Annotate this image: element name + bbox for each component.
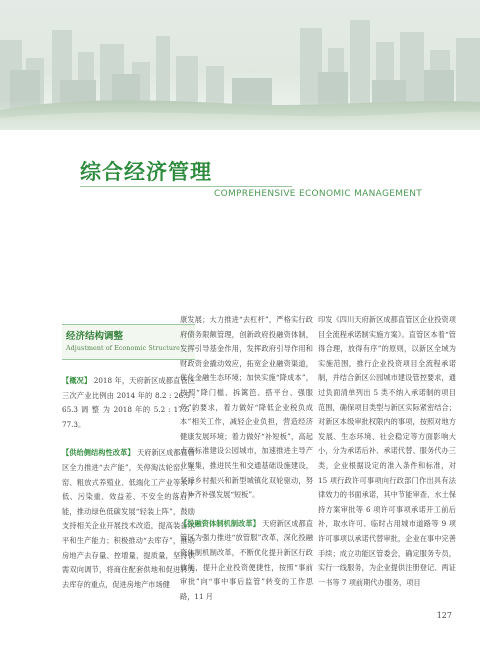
section-title-cn: 经济结构调整: [66, 331, 124, 342]
text-column-1: [62, 324, 195, 592]
page-number: 127: [436, 611, 452, 620]
paragraph-overview: [62, 374, 195, 432]
section-title-en: Adjustment of Economic Structure: [66, 345, 180, 352]
paragraph-text: 天府新区成都直管区全力推进“去产能”，关停淘汰轮窑、土窑、粗放式养殖业、低端化工产业等水平低、污染重、效益差、不安全的落后产能，推动绿色低碳发展“轻装上阵”，鼓励支持相关企业开展技术改造，提高装备水平和生产能力；积极推动“去库存”，推动房地产去存量、控增量、提质量，坚持供需双向调节，将商住配套供地和促进转为去库存的重点，促进房地产市场健: [62, 448, 195, 589]
section-heading: [62, 324, 195, 360]
paragraph-investment-reform: [180, 517, 313, 605]
paragraph-supply-side-reform: [62, 446, 195, 592]
paragraph-text: 天府新区成都直管区为强力推进“放管服”改革，深化投融资体制机制改革，不断优化提升新区行政效能，提升企业投资便捷性，按照“事前审批”向“事中事后监管”转变的工作思路，11 月: [180, 518, 313, 601]
title-divider: [80, 186, 292, 187]
paragraph-text: 2018 年，天府新区成都直管区三次产业比例由 2014 年的 8.2 : 26.5 : 65.3 调 整 为 2018 年的 5.2 : 17.5 : 77.3。: [62, 376, 195, 429]
paragraph-tag: 【概况】: [62, 376, 92, 385]
paragraph-tag: 【供给侧结构性改革】: [62, 448, 135, 458]
header-fade: [0, 100, 480, 160]
text-column-2: [180, 313, 313, 604]
page-title: 综合经济管理: [80, 160, 212, 184]
paragraph-continued: 印发《四川天府新区成都直管区企业投资项目全流程承诺制实施方案》。直管区本着“管得合理，放得有序”的原则，以新区全域为实施范围，推行企业投资项目全流程承诺制，并结合新区公园城市建设管控要求，通过负面清单列出 5 类不纳入承诺制的项目范围，确保项目类型与新区实际紧密结合；对新区本级审批权限内的事项，按照对地方发展、生态环境、社会稳定等方面影响大小，分为承诺后补、承诺代替、服务代办三类，企业根据设定的准入条件和标准，对 15 项行政许可事项向行政部门作出具有法律效力的书面承诺，其中节能审查、水土保持方案审批等 6 项许可事项承诺开工前后补，取水许可、临时占用城市道路等 9 项许可事项以承诺代替审批，企业在事中完善手续；成立功能区管委会，确定服务专员，实行一线服务，为企业提供注册登记、两证一书等 7 项前期代办服务，项目: [318, 315, 456, 587]
paragraph-continued: 康发展；大力推进“去杠杆”，严格实行政府债务限额管理，创新政府投融资体制，发挥引导基金作用，发挥政府引导作用和财政资金撬动效应，拓宽企业融资渠道，优化金融生态环境；加快实施“降成本”，按照“降门槛、拆篱笆、搭平台、强服务”的要求，着力做好“降低企业税负成本”相关工作，减轻企业负担，营造经济健康发展环境；着力做好“补短板”，高起点高标准建设公园城市，加速推进主导产业聚集，推进民生和交通基础设施建设，坚持乡村振兴和新型城镇化双轮驱动，努力补齐补强发展“短板”。: [180, 315, 313, 500]
text-column-3: [318, 313, 456, 590]
paragraph-tag: 【投融资体制机制改革】: [180, 518, 260, 528]
page-subtitle: COMPREHENSIVE ECONOMIC MANAGEMENT: [214, 189, 423, 199]
